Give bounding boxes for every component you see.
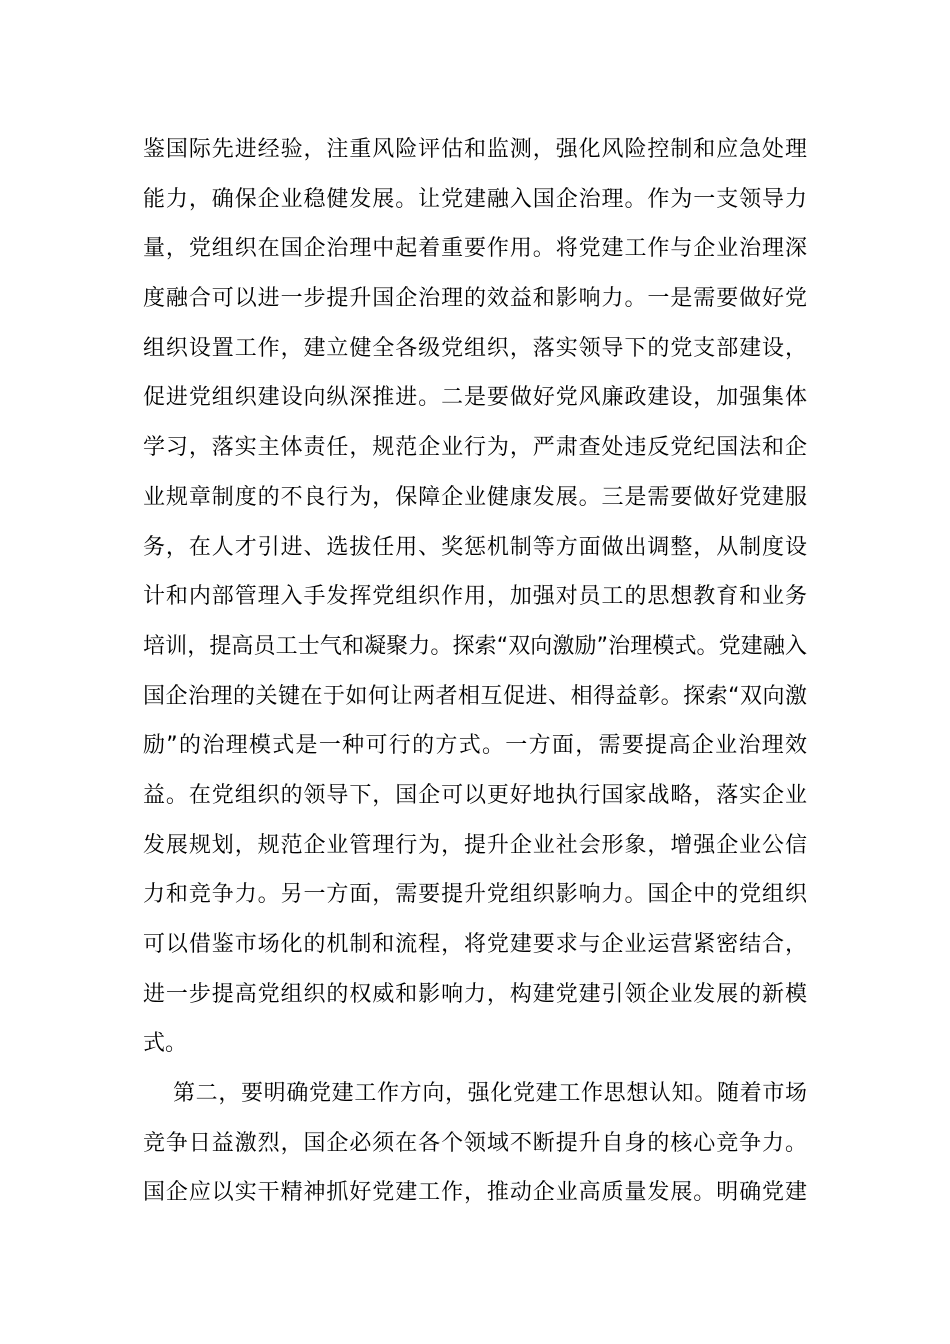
text-line: 国企应以实干精神抓好党建工作，推动企业高质量发展。明确党建	[143, 1180, 807, 1206]
text-line: 促进党组织建设向纵深推进。二是要做好党风廉政建设，加强集体	[143, 385, 807, 411]
paragraph	[143, 1069, 807, 1218]
text-line: 力和竞争力。另一方面，需要提升党组织影响力。国企中的党组织	[143, 882, 807, 908]
text-line: 组织设置工作，建立健全各级党组织，落实领导下的党支部建设，	[143, 335, 807, 361]
paragraph	[143, 125, 807, 1069]
text-line: 进一步提高党组织的权威和影响力，构建党建引领企业发展的新模	[143, 981, 807, 1007]
text-line: 式。	[143, 1031, 188, 1057]
text-line: 度融合可以进一步提升国企治理的效益和影响力。一是需要做好党	[143, 286, 807, 312]
text-line: 鉴国际先进经验，注重风险评估和监测，强化风险控制和应急处理	[143, 137, 807, 162]
text-line: 励”的治理模式是一种可行的方式。一方面，需要提高企业治理效	[143, 733, 807, 759]
text-line: 益。在党组织的领导下，国企可以更好地执行国家战略，落实企业	[143, 782, 807, 808]
text-line: 务，在人才引进、选拔任用、奖惩机制等方面做出调整，从制度设	[143, 534, 807, 560]
text-line: 可以借鉴市场化的机制和流程，将党建要求与企业运营紧密结合，	[143, 932, 807, 957]
text-line: 国企治理的关键在于如何让两者相互促进、相得益彰。探索“双向激	[143, 683, 807, 709]
text-line: 第二，要明确党建工作方向，强化党建工作思想认知。随着市场	[173, 1081, 807, 1107]
text-line: 培训，提高员工士气和凝聚力。探索“双向激励”治理模式。党建融入	[143, 633, 807, 659]
text-line: 学习，落实主体责任，规范企业行为，严肃查处违反党纪国法和企	[143, 435, 807, 461]
text-line: 能力，确保企业稳健发展。让党建融入国企治理。作为一支领导力	[143, 186, 807, 212]
document-body	[143, 125, 807, 1218]
text-line: 发展规划，规范企业管理行为，提升企业社会形象，增强企业公信	[143, 832, 807, 858]
text-line: 竞争日益激烈，国企必须在各个领域不断提升自身的核心竞争力。	[143, 1130, 807, 1156]
text-line: 业规章制度的不良行为，保障企业健康发展。三是需要做好党建服	[143, 484, 807, 510]
text-line: 计和内部管理入手发挥党组织作用，加强对员工的思想教育和业务	[143, 584, 807, 610]
text-line: 量，党组织在国企治理中起着重要作用。将党建工作与企业治理深	[143, 236, 807, 262]
